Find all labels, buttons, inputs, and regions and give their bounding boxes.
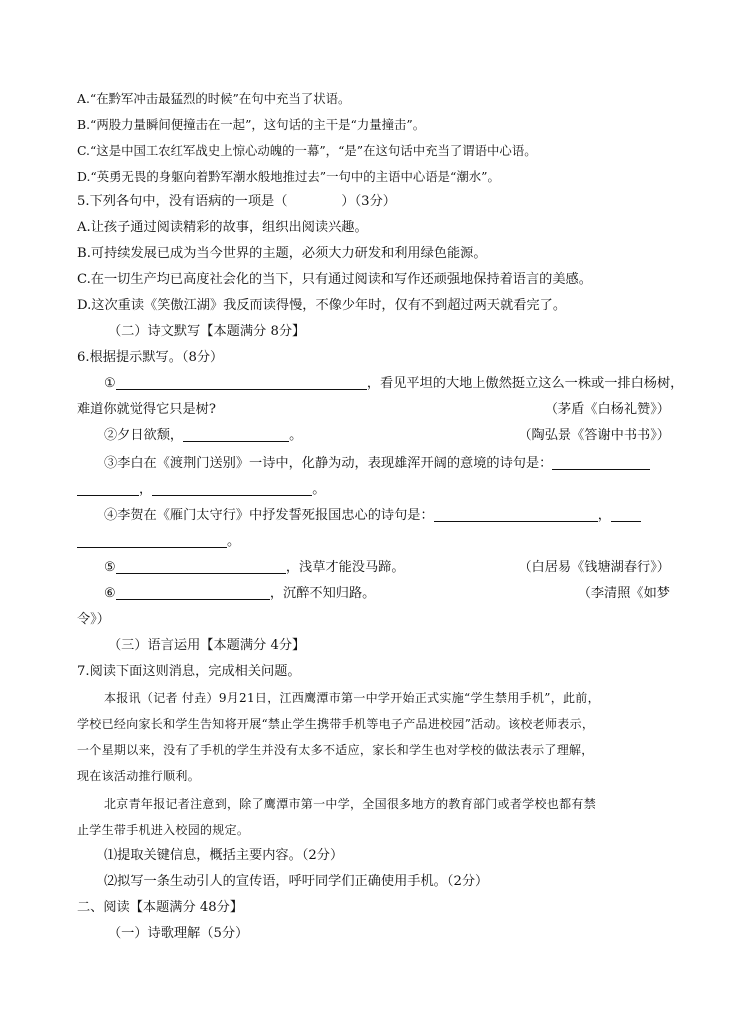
- q6-line-9: ⑥ ，沉醉不知归路。 （李清照《如梦: [104, 584, 670, 604]
- q7-sub-2: ⑵拟写一条生动引人的宣传语，呼吁同学们正确使用手机。（2分）: [104, 874, 489, 889]
- answer-blank[interactable]: [116, 559, 286, 574]
- q6-line-8: ⑤ ，浅草才能没马蹄。 （白居易《钱塘湖春行》）: [104, 558, 670, 578]
- q6-line-6: ④李贺在《雁门太守行》中抒发誓死报国忠心的诗句是： ，: [104, 506, 670, 526]
- q6-line-4: ③李白在《渡荆门送别》一诗中，化静为动，表现雄浑开阔的意境的诗句是：: [104, 454, 670, 474]
- section-title-language-use: （三）语言运用【本题满分 4分】: [108, 638, 306, 653]
- source-citation: （茅盾《白杨礼赞》）: [544, 402, 670, 417]
- source-citation: （李清照《如梦: [577, 586, 670, 601]
- q6-line-7: 。: [77, 532, 670, 552]
- q7-stem: 7.阅读下面这则消息，完成相关问题。: [77, 664, 301, 679]
- q6-stem: 6.根据提示默写。（8分）: [77, 350, 224, 365]
- answer-blank[interactable]: [116, 585, 270, 600]
- news-line: 北京青年报记者注意到，除了鹰潭市第一中学，全国很多地方的教育部门或者学校也都有禁: [104, 797, 597, 811]
- source-citation: （白居易《钱塘湖春行》）: [518, 560, 670, 575]
- answer-blank[interactable]: [77, 481, 139, 496]
- option-c: C.“这是中国工农红军战史上惊心动魄的一幕”，“是”在这句话中充当了谓语中心语。: [77, 143, 537, 158]
- news-line: 现在该活动推行顺利。: [77, 769, 201, 783]
- answer-blank[interactable]: [77, 533, 227, 548]
- q5-option-b: B.可持续发展已成为当今世界的主题，必须大力研发和利用绿色能源。: [77, 246, 487, 261]
- answer-blank[interactable]: [434, 507, 598, 522]
- q6-line-10: 令》）: [77, 612, 110, 627]
- q5-stem: 5.下列各句中，没有语病的一项是（ ）（3分）: [77, 194, 396, 209]
- q6-line-3: ②夕日欲颓， 。 （陶弘景《答谢中书书》）: [104, 426, 670, 446]
- answer-blank[interactable]: [552, 455, 650, 470]
- q5-option-a: A.让孩子通过阅读精彩的故事，组织出阅读兴趣。: [77, 220, 368, 235]
- q6-line-1: ① ，看见平坦的大地上傲然挺立这么一株或一排白杨树，: [104, 376, 684, 391]
- section-title-poetry-dictation: （二）诗文默写【本题满分 8分】: [108, 324, 306, 339]
- news-line: 止学生带手机进入校园的规定。: [77, 823, 250, 837]
- answer-blank[interactable]: [611, 507, 641, 522]
- option-a: A.“在黔军冲击最猛烈的时候”在句中充当了状语。: [77, 91, 351, 106]
- q6-line-5: ， 。: [77, 480, 670, 500]
- answer-blank[interactable]: [116, 375, 367, 390]
- answer-blank[interactable]: [152, 481, 312, 496]
- q5-option-c: C.在一切生产均已高度社会化的当下，只有通过阅读和写作还顽强地保持着语言的美感。: [77, 272, 592, 287]
- section-title-poem: （一）诗歌理解（5分）: [108, 926, 249, 941]
- news-line: 学校已经向家长和学生告知将开展“禁止学生携带手机等电子产品进校园”活动。该校老师表示，: [77, 717, 595, 731]
- q6-line-2: 难道你就觉得它只是树? （茅盾《白杨礼赞》）: [77, 400, 670, 420]
- source-citation: （陶弘景《答谢中书书》）: [518, 428, 670, 443]
- option-d: D.“英勇无畏的身躯向着黔军潮水般地推过去”一句中的主语中心语是“潮水”。: [77, 169, 500, 184]
- q7-sub-1: ⑴提取关键信息，概括主要内容。（2分）: [104, 848, 344, 863]
- news-line: 一个星期以来，没有了手机的学生并没有太多不适应，家长和学生也对学校的做法表示了理解，: [77, 743, 594, 757]
- answer-blank[interactable]: [183, 427, 289, 442]
- part-title-reading: 二、阅读【本题满分 48分】: [77, 900, 244, 915]
- q5-option-d: D.这次重读《笑傲江湖》我反而读得慢，不像少年时，仅有不到超过两天就看完了。: [77, 298, 567, 313]
- option-b: B.“两股力量瞬间便撞击在一起”，这句话的主干是“力量撞击”。: [77, 117, 426, 132]
- news-line: 本报讯（记者 付垚）9月21日，江西鹰潭市第一中学开始正式实施“学生禁用手机”，此前，: [104, 691, 600, 705]
